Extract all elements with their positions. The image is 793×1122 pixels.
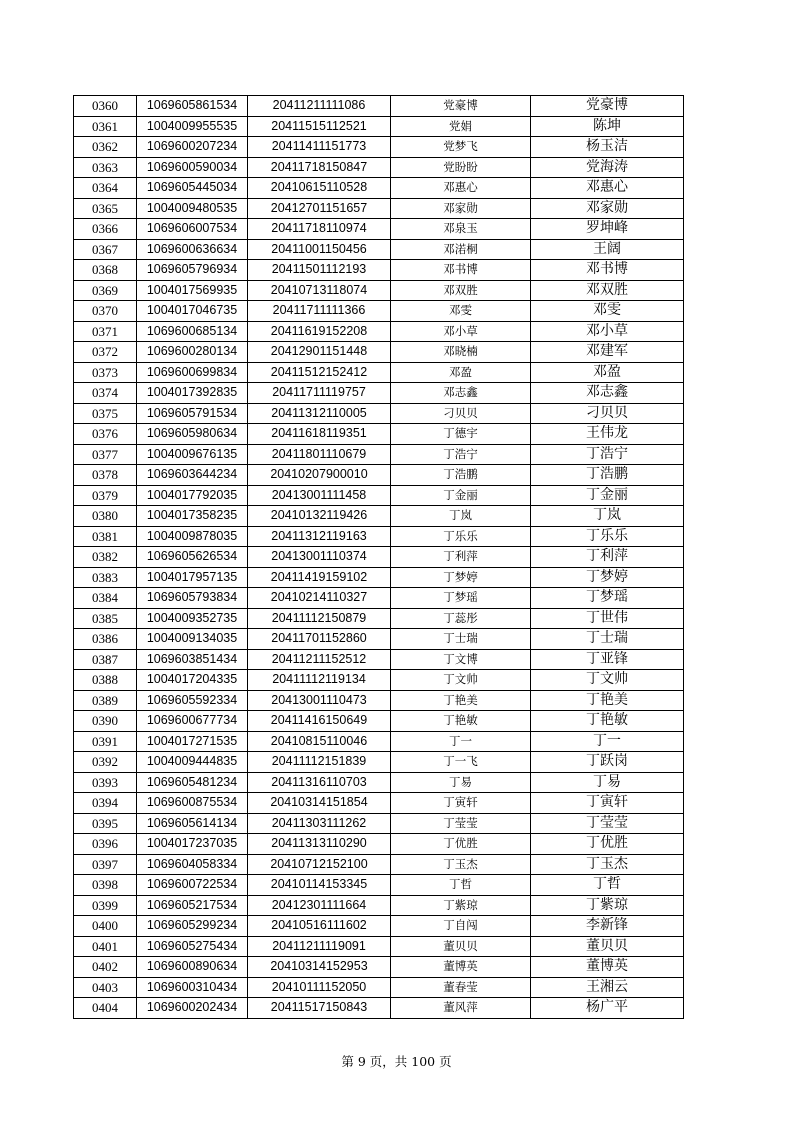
table-row: [74, 506, 684, 527]
exam-number-cell: 20411112150879: [248, 608, 391, 629]
seq-cell: 0378: [74, 465, 137, 486]
name-cell: 丁利萍: [391, 547, 531, 568]
exam-number-cell: 20412701151657: [248, 198, 391, 219]
seq-cell: 0379: [74, 485, 137, 506]
id-number-cell: 1069605275434: [137, 936, 248, 957]
id-number-cell: 1069605445034: [137, 178, 248, 199]
exam-number-cell: 20410615110528: [248, 178, 391, 199]
name-cell: 丁优胜: [391, 834, 531, 855]
exam-number-cell: 20411517150843: [248, 998, 391, 1019]
table-row: [74, 465, 684, 486]
confirmed-name-cell: 丁梦婷: [531, 567, 684, 588]
seq-cell: 0363: [74, 157, 137, 178]
id-number-cell: 1069605592334: [137, 690, 248, 711]
confirmed-name-cell: 陈坤: [531, 116, 684, 137]
exam-number-cell: 20413001111458: [248, 485, 391, 506]
id-number-cell: 1069603851434: [137, 649, 248, 670]
confirmed-name-cell: 邓家勋: [531, 198, 684, 219]
page-footer: 第 9 页，共 100 页: [341, 1054, 452, 1069]
exam-number-cell: 20411211152512: [248, 649, 391, 670]
id-number-cell: 1069600685134: [137, 321, 248, 342]
confirmed-name-cell: 丁世伟: [531, 608, 684, 629]
table-row: [74, 178, 684, 199]
id-number-cell: 1004017569935: [137, 280, 248, 301]
name-cell: 董博英: [391, 957, 531, 978]
seq-cell: 0381: [74, 526, 137, 547]
seq-cell: 0392: [74, 752, 137, 773]
id-number-cell: 1004017358235: [137, 506, 248, 527]
name-cell: 丁浩鹏: [391, 465, 531, 486]
name-cell: 丁艳美: [391, 690, 531, 711]
seq-cell: 0376: [74, 424, 137, 445]
name-cell: 丁岚: [391, 506, 531, 527]
seq-cell: 0390: [74, 711, 137, 732]
seq-cell: 0380: [74, 506, 137, 527]
seq-cell: 0385: [74, 608, 137, 629]
confirmed-name-cell: 邓盈: [531, 362, 684, 383]
table-row: [74, 301, 684, 322]
id-number-cell: 1069600677734: [137, 711, 248, 732]
name-cell: 邓家勋: [391, 198, 531, 219]
name-cell: 党豪博: [391, 96, 531, 117]
exam-number-cell: 20410712152100: [248, 854, 391, 875]
name-cell: 丁德宇: [391, 424, 531, 445]
seq-cell: 0375: [74, 403, 137, 424]
name-cell: 丁金丽: [391, 485, 531, 506]
exam-number-cell: 20410207900010: [248, 465, 391, 486]
table-row: [74, 608, 684, 629]
confirmed-name-cell: 丁梦瑶: [531, 588, 684, 609]
seq-cell: 0374: [74, 383, 137, 404]
seq-cell: 0367: [74, 239, 137, 260]
id-number-cell: 1004017792035: [137, 485, 248, 506]
id-number-cell: 1004009352735: [137, 608, 248, 629]
confirmed-name-cell: 丁一: [531, 731, 684, 752]
id-number-cell: 1069600280134: [137, 342, 248, 363]
table-row: [74, 772, 684, 793]
exam-number-cell: 20412301111664: [248, 895, 391, 916]
seq-cell: 0384: [74, 588, 137, 609]
exam-number-cell: 20411419159102: [248, 567, 391, 588]
confirmed-name-cell: 罗坤峰: [531, 219, 684, 240]
exam-number-cell: 20411501112193: [248, 260, 391, 281]
name-cell: 邓晓楠: [391, 342, 531, 363]
exam-number-cell: 20413001110473: [248, 690, 391, 711]
id-number-cell: 1069600890634: [137, 957, 248, 978]
id-number-cell: 1069605626534: [137, 547, 248, 568]
seq-cell: 0377: [74, 444, 137, 465]
confirmed-name-cell: 邓小草: [531, 321, 684, 342]
id-number-cell: 1069600875534: [137, 793, 248, 814]
name-cell: 丁士瑞: [391, 629, 531, 650]
name-cell: 丁莹莹: [391, 813, 531, 834]
table-row: [74, 321, 684, 342]
id-number-cell: 1004009676135: [137, 444, 248, 465]
confirmed-name-cell: 丁艳美: [531, 690, 684, 711]
table-row: [74, 649, 684, 670]
confirmed-name-cell: 邓雯: [531, 301, 684, 322]
seq-cell: 0386: [74, 629, 137, 650]
confirmed-name-cell: 邓惠心: [531, 178, 684, 199]
exam-number-cell: 20410214110327: [248, 588, 391, 609]
id-number-cell: 1069605980634: [137, 424, 248, 445]
confirmed-name-cell: 丁莹莹: [531, 813, 684, 834]
confirmed-name-cell: 丁岚: [531, 506, 684, 527]
table-row: [74, 957, 684, 978]
exam-number-cell: 20410713118074: [248, 280, 391, 301]
table-row: [74, 731, 684, 752]
id-number-cell: 1069600636634: [137, 239, 248, 260]
seq-cell: 0397: [74, 854, 137, 875]
confirmed-name-cell: 邓志鑫: [531, 383, 684, 404]
seq-cell: 0404: [74, 998, 137, 1019]
id-number-cell: 1004009444835: [137, 752, 248, 773]
name-cell: 丁艳敏: [391, 711, 531, 732]
exam-number-cell: 20410815110046: [248, 731, 391, 752]
exam-number-cell: 20410111152050: [248, 977, 391, 998]
name-cell: 丁梦瑶: [391, 588, 531, 609]
id-number-cell: 1004017046735: [137, 301, 248, 322]
id-number-cell: 1069605614134: [137, 813, 248, 834]
name-cell: 丁自闯: [391, 916, 531, 937]
seq-cell: 0366: [74, 219, 137, 240]
table-row: [74, 875, 684, 896]
name-cell: 邓盈: [391, 362, 531, 383]
confirmed-name-cell: 丁艳敏: [531, 711, 684, 732]
table-row: [74, 96, 684, 117]
table-row: [74, 342, 684, 363]
id-number-cell: 1004017957135: [137, 567, 248, 588]
table-row: [74, 936, 684, 957]
id-number-cell: 1069605299234: [137, 916, 248, 937]
name-cell: 邓泉玉: [391, 219, 531, 240]
confirmed-name-cell: 丁浩宁: [531, 444, 684, 465]
table-row: [74, 916, 684, 937]
confirmed-name-cell: 杨广平: [531, 998, 684, 1019]
confirmed-name-cell: 党豪博: [531, 96, 684, 117]
seq-cell: 0364: [74, 178, 137, 199]
id-number-cell: 1004009955535: [137, 116, 248, 137]
seq-cell: 0398: [74, 875, 137, 896]
exam-number-cell: 20411515112521: [248, 116, 391, 137]
seq-cell: 0365: [74, 198, 137, 219]
table-row: [74, 977, 684, 998]
id-number-cell: 1069600202434: [137, 998, 248, 1019]
seq-cell: 0371: [74, 321, 137, 342]
exam-number-cell: 20411001150456: [248, 239, 391, 260]
table-body: [74, 96, 684, 1019]
table-row: [74, 362, 684, 383]
name-cell: 丁玉杰: [391, 854, 531, 875]
table-row: [74, 567, 684, 588]
table-row: [74, 752, 684, 773]
table-row: [74, 219, 684, 240]
confirmed-name-cell: 丁乐乐: [531, 526, 684, 547]
confirmed-name-cell: 王伟龙: [531, 424, 684, 445]
seq-cell: 0383: [74, 567, 137, 588]
exam-number-cell: 20411512152412: [248, 362, 391, 383]
confirmed-name-cell: 邓书博: [531, 260, 684, 281]
name-cell: 丁一飞: [391, 752, 531, 773]
id-number-cell: 1069604058334: [137, 854, 248, 875]
id-number-cell: 1069605861534: [137, 96, 248, 117]
id-number-cell: 1069605791534: [137, 403, 248, 424]
name-cell: 丁哲: [391, 875, 531, 896]
name-cell: 邓惠心: [391, 178, 531, 199]
name-cell: 丁寅轩: [391, 793, 531, 814]
confirmed-name-cell: 丁亚锋: [531, 649, 684, 670]
exam-number-cell: 20410114153345: [248, 875, 391, 896]
table-row: [74, 485, 684, 506]
seq-cell: 0389: [74, 690, 137, 711]
id-number-cell: 1069606007534: [137, 219, 248, 240]
name-cell: 党梦飞: [391, 137, 531, 158]
table-row: [74, 239, 684, 260]
seq-cell: 0382: [74, 547, 137, 568]
table-row: [74, 383, 684, 404]
table-row: [74, 998, 684, 1019]
seq-cell: 0372: [74, 342, 137, 363]
name-cell: 董风萍: [391, 998, 531, 1019]
name-cell: 董贝贝: [391, 936, 531, 957]
exam-number-cell: 20411211111086: [248, 96, 391, 117]
table-row: [74, 588, 684, 609]
seq-cell: 0395: [74, 813, 137, 834]
name-cell: 党娟: [391, 116, 531, 137]
seq-cell: 0388: [74, 670, 137, 691]
seq-cell: 0387: [74, 649, 137, 670]
seq-cell: 0370: [74, 301, 137, 322]
exam-number-cell: 20411316110703: [248, 772, 391, 793]
seq-cell: 0373: [74, 362, 137, 383]
table-row: [74, 834, 684, 855]
name-cell: 丁浩宁: [391, 444, 531, 465]
confirmed-name-cell: 王阔: [531, 239, 684, 260]
id-number-cell: 1069600207234: [137, 137, 248, 158]
id-number-cell: 1069600722534: [137, 875, 248, 896]
seq-cell: 0399: [74, 895, 137, 916]
id-number-cell: 1004009878035: [137, 526, 248, 547]
exam-number-cell: 20411619152208: [248, 321, 391, 342]
exam-number-cell: 20410314152953: [248, 957, 391, 978]
confirmed-name-cell: 丁金丽: [531, 485, 684, 506]
exam-number-cell: 20411801110679: [248, 444, 391, 465]
exam-number-cell: 20411312119163: [248, 526, 391, 547]
exam-number-cell: 20410132119426: [248, 506, 391, 527]
exam-number-cell: 20410516111602: [248, 916, 391, 937]
exam-number-cell: 20413001110374: [248, 547, 391, 568]
exam-number-cell: 20411718110974: [248, 219, 391, 240]
table-row: [74, 260, 684, 281]
name-cell: 丁一: [391, 731, 531, 752]
confirmed-name-cell: 丁易: [531, 772, 684, 793]
exam-number-cell: 20411711111366: [248, 301, 391, 322]
seq-cell: 0394: [74, 793, 137, 814]
id-number-cell: 1004009480535: [137, 198, 248, 219]
table-row: [74, 690, 684, 711]
confirmed-name-cell: 董博英: [531, 957, 684, 978]
table-row: [74, 157, 684, 178]
name-cell: 刁贝贝: [391, 403, 531, 424]
exam-number-cell: 20411112119134: [248, 670, 391, 691]
confirmed-name-cell: 丁跃岗: [531, 752, 684, 773]
confirmed-name-cell: 丁玉杰: [531, 854, 684, 875]
name-cell: 丁梦婷: [391, 567, 531, 588]
confirmed-name-cell: 丁文帅: [531, 670, 684, 691]
table-row: [74, 793, 684, 814]
exam-number-cell: 20411711119757: [248, 383, 391, 404]
exam-number-cell: 20411411151773: [248, 137, 391, 158]
confirmed-name-cell: 董贝贝: [531, 936, 684, 957]
data-table: [73, 95, 684, 1019]
table-row: [74, 526, 684, 547]
confirmed-name-cell: 丁优胜: [531, 834, 684, 855]
table-row: [74, 444, 684, 465]
table-row: [74, 670, 684, 691]
seq-cell: 0391: [74, 731, 137, 752]
seq-cell: 0400: [74, 916, 137, 937]
confirmed-name-cell: 王湘云: [531, 977, 684, 998]
id-number-cell: 1004017392835: [137, 383, 248, 404]
id-number-cell: 1004017271535: [137, 731, 248, 752]
name-cell: 邓小草: [391, 321, 531, 342]
id-number-cell: 1069605217534: [137, 895, 248, 916]
table-row: [74, 711, 684, 732]
table-row: [74, 198, 684, 219]
id-number-cell: 1069603644234: [137, 465, 248, 486]
exam-number-cell: 20410314151854: [248, 793, 391, 814]
seq-cell: 0403: [74, 977, 137, 998]
confirmed-name-cell: 丁浩鹏: [531, 465, 684, 486]
table-row: [74, 854, 684, 875]
id-number-cell: 1069600310434: [137, 977, 248, 998]
name-cell: 丁文帅: [391, 670, 531, 691]
name-cell: 丁蕊彤: [391, 608, 531, 629]
exam-number-cell: 20411416150649: [248, 711, 391, 732]
name-cell: 邓雯: [391, 301, 531, 322]
confirmed-name-cell: 丁士瑞: [531, 629, 684, 650]
exam-number-cell: 20411718150847: [248, 157, 391, 178]
exam-number-cell: 20412901151448: [248, 342, 391, 363]
table-row: [74, 137, 684, 158]
id-number-cell: 1004017204335: [137, 670, 248, 691]
confirmed-name-cell: 邓建军: [531, 342, 684, 363]
seq-cell: 0361: [74, 116, 137, 137]
confirmed-name-cell: 丁紫琼: [531, 895, 684, 916]
id-number-cell: 1069600699834: [137, 362, 248, 383]
table-row: [74, 895, 684, 916]
table-row: [74, 280, 684, 301]
seq-cell: 0396: [74, 834, 137, 855]
exam-number-cell: 20411312110005: [248, 403, 391, 424]
confirmed-name-cell: 邓双胜: [531, 280, 684, 301]
id-number-cell: 1069605481234: [137, 772, 248, 793]
id-number-cell: 1069600590034: [137, 157, 248, 178]
id-number-cell: 1069605793834: [137, 588, 248, 609]
exam-number-cell: 20411211119091: [248, 936, 391, 957]
name-cell: 邓书博: [391, 260, 531, 281]
seq-cell: 0369: [74, 280, 137, 301]
exam-number-cell: 20411618119351: [248, 424, 391, 445]
confirmed-name-cell: 刁贝贝: [531, 403, 684, 424]
table-row: [74, 629, 684, 650]
seq-cell: 0401: [74, 936, 137, 957]
name-cell: 邓渃桐: [391, 239, 531, 260]
confirmed-name-cell: 丁利萍: [531, 547, 684, 568]
table-row: [74, 116, 684, 137]
name-cell: 丁文博: [391, 649, 531, 670]
exam-number-cell: 20411112151839: [248, 752, 391, 773]
name-cell: 邓双胜: [391, 280, 531, 301]
confirmed-name-cell: 党海涛: [531, 157, 684, 178]
name-cell: 党盼盼: [391, 157, 531, 178]
confirmed-name-cell: 杨玉洁: [531, 137, 684, 158]
name-cell: 邓志鑫: [391, 383, 531, 404]
id-number-cell: 1069605796934: [137, 260, 248, 281]
id-number-cell: 1004009134035: [137, 629, 248, 650]
name-cell: 丁乐乐: [391, 526, 531, 547]
table-row: [74, 547, 684, 568]
table-row: [74, 403, 684, 424]
confirmed-name-cell: 李新锋: [531, 916, 684, 937]
exam-number-cell: 20411313110290: [248, 834, 391, 855]
seq-cell: 0360: [74, 96, 137, 117]
exam-number-cell: 20411303111262: [248, 813, 391, 834]
exam-number-cell: 20411701152860: [248, 629, 391, 650]
seq-cell: 0362: [74, 137, 137, 158]
confirmed-name-cell: 丁寅轩: [531, 793, 684, 814]
id-number-cell: 1004017237035: [137, 834, 248, 855]
seq-cell: 0402: [74, 957, 137, 978]
table-row: [74, 813, 684, 834]
name-cell: 董春莹: [391, 977, 531, 998]
seq-cell: 0393: [74, 772, 137, 793]
seq-cell: 0368: [74, 260, 137, 281]
name-cell: 丁易: [391, 772, 531, 793]
name-cell: 丁紫琼: [391, 895, 531, 916]
table-row: [74, 424, 684, 445]
confirmed-name-cell: 丁哲: [531, 875, 684, 896]
